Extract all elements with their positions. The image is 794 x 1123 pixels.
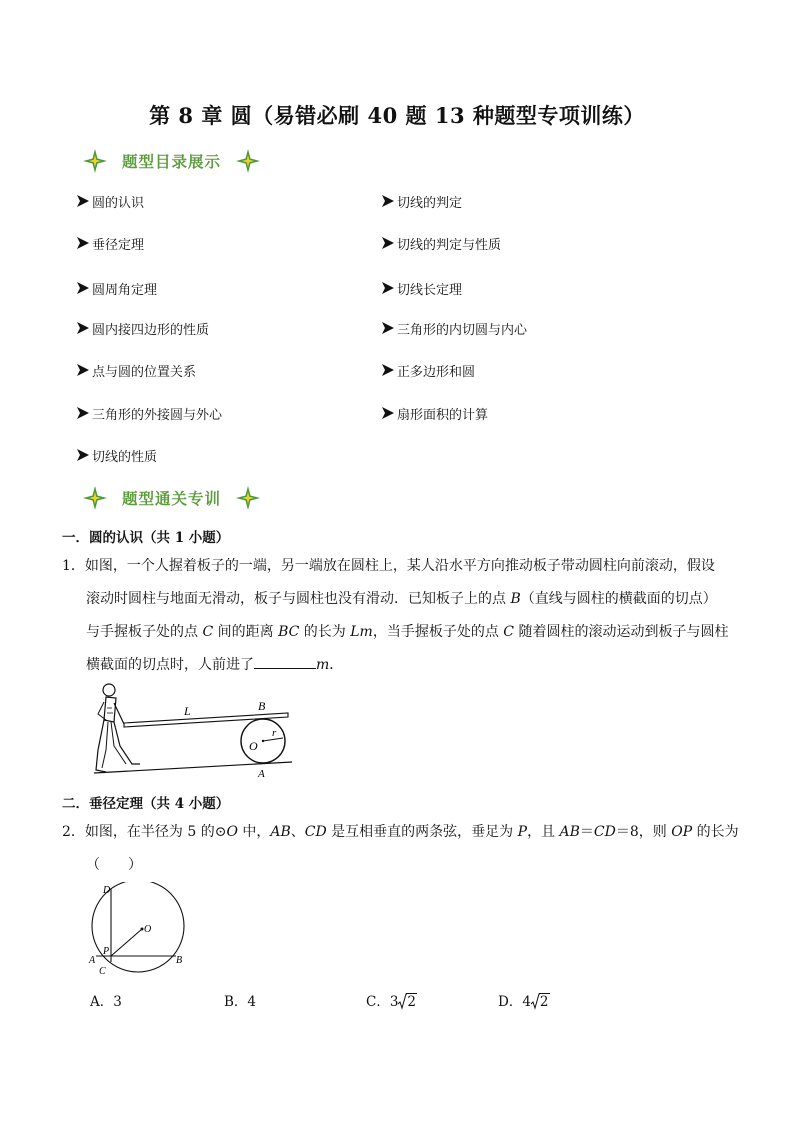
section-heading: 二．垂径定理（共 4 小题） [62,796,230,812]
arrow-bullet-icon [381,281,395,295]
toc-item[interactable] [76,403,222,423]
q1-line1: 1．如图，一个人握着板子的一端，另一端放在圆柱上，某人沿水平方向推动板子带动圆柱向前滚动，假设 [62,558,715,574]
toc-item-label: 切线的性质 [92,449,158,465]
toc-item[interactable] [381,318,527,338]
q1-line3: 与手握板子处的点 C 间的距离 BC 的长为 Lm，当手握板子处的点 C 随着圆柱的滚动运动到板子与圆柱 [86,624,729,640]
sparkle-star-icon [235,485,261,511]
toc-item[interactable] [76,278,157,298]
arrow-bullet-icon [381,194,395,208]
section-heading: 一．圆的认识（共 1 小题） [62,530,230,546]
arrow-bullet-icon [381,406,395,420]
toc-item-label: 圆内接四边形的性质 [92,322,210,338]
q2-answer-bracket: （ ） [86,857,142,873]
arrow-bullet-icon [381,236,395,250]
toc-item-label: 扇形面积的计算 [397,407,489,423]
practice-heading-text: 题型通关专训 [122,489,222,508]
toc-item-label: 垂径定理 [92,237,145,253]
option-d[interactable]: D．4 2 [498,994,549,1010]
option-a[interactable]: A．3 [90,994,122,1010]
label-L: L [184,704,191,718]
toc-item[interactable] [381,403,488,423]
toc-item-label: 切线的判定与性质 [397,237,502,253]
toc-heading-text: 题型目录展示 [122,152,222,171]
toc-item[interactable] [381,191,462,211]
practice-heading [82,485,261,511]
label-C: C [99,966,106,977]
sparkle-star-icon [82,485,108,511]
q1-line4: 横截面的切点时，人前进了 m． [62,649,742,682]
question-1 [62,550,742,682]
arrow-bullet-icon [76,194,90,208]
toc-heading [82,148,261,174]
option-b[interactable]: B．4 [224,994,257,1010]
sparkle-star-icon [235,148,261,174]
q1-figure [92,680,297,780]
toc-item-label: 正多边形和圆 [397,364,476,380]
toc-item-label: 圆的认识 [92,195,145,211]
toc-item-label: 点与圆的位置关系 [92,364,197,380]
toc-item[interactable] [381,360,475,380]
toc-item-label: 切线长定理 [397,282,463,298]
sqrt-icon [531,993,540,1011]
arrow-bullet-icon [381,363,395,377]
arrow-bullet-icon [76,448,90,462]
toc-item[interactable] [76,318,209,338]
label-D: D [103,885,111,896]
arrow-bullet-icon [76,406,90,420]
sparkle-star-icon [82,148,108,174]
answer-blank[interactable] [254,654,316,669]
toc-item-label: 三角形的外接圆与外心 [92,407,223,423]
toc-item[interactable] [76,445,157,465]
toc-item[interactable] [381,278,462,298]
toc-item-label: 切线的判定 [397,195,463,211]
toc-item[interactable] [76,191,144,211]
label-B: B [176,955,183,966]
label-O: O [144,924,152,935]
toc-item[interactable] [381,233,501,253]
q1-line2: 滚动时圆柱与地面无滑动，板子与圆柱也没有滑动．已知板子上的点 B（直线与圆柱的横截面的切点） [86,591,717,607]
arrow-bullet-icon [76,236,90,250]
arrow-bullet-icon [76,321,90,335]
arrow-bullet-icon [76,281,90,295]
arrow-bullet-icon [76,363,90,377]
toc-item-label: 三角形的内切圆与内心 [397,322,528,338]
label-r: r [272,727,277,739]
question-2 [62,816,742,882]
sqrt-icon [398,993,407,1011]
label-O: O [249,739,258,753]
toc-item-label: 圆周角定理 [92,282,158,298]
toc-item[interactable] [76,360,196,380]
q2-line1: 2．如图，在半径为 5 的⊙O 中，AB、CD 是互相垂直的两条弦，垂足为 P，且 AB＝CD＝8，则 OP 的长为 [62,824,739,840]
q2-figure [86,882,196,977]
toc-item[interactable] [76,233,144,253]
label-A: A [89,955,96,966]
label-B: B [258,699,266,713]
option-c[interactable]: C．3 2 [366,994,417,1010]
page-title: 第 8 章 圆（易错必刷 40 题 13 种题型专项训练） [149,103,645,128]
arrow-bullet-icon [381,321,395,335]
label-P: P [103,946,110,957]
label-A: A [258,768,265,780]
